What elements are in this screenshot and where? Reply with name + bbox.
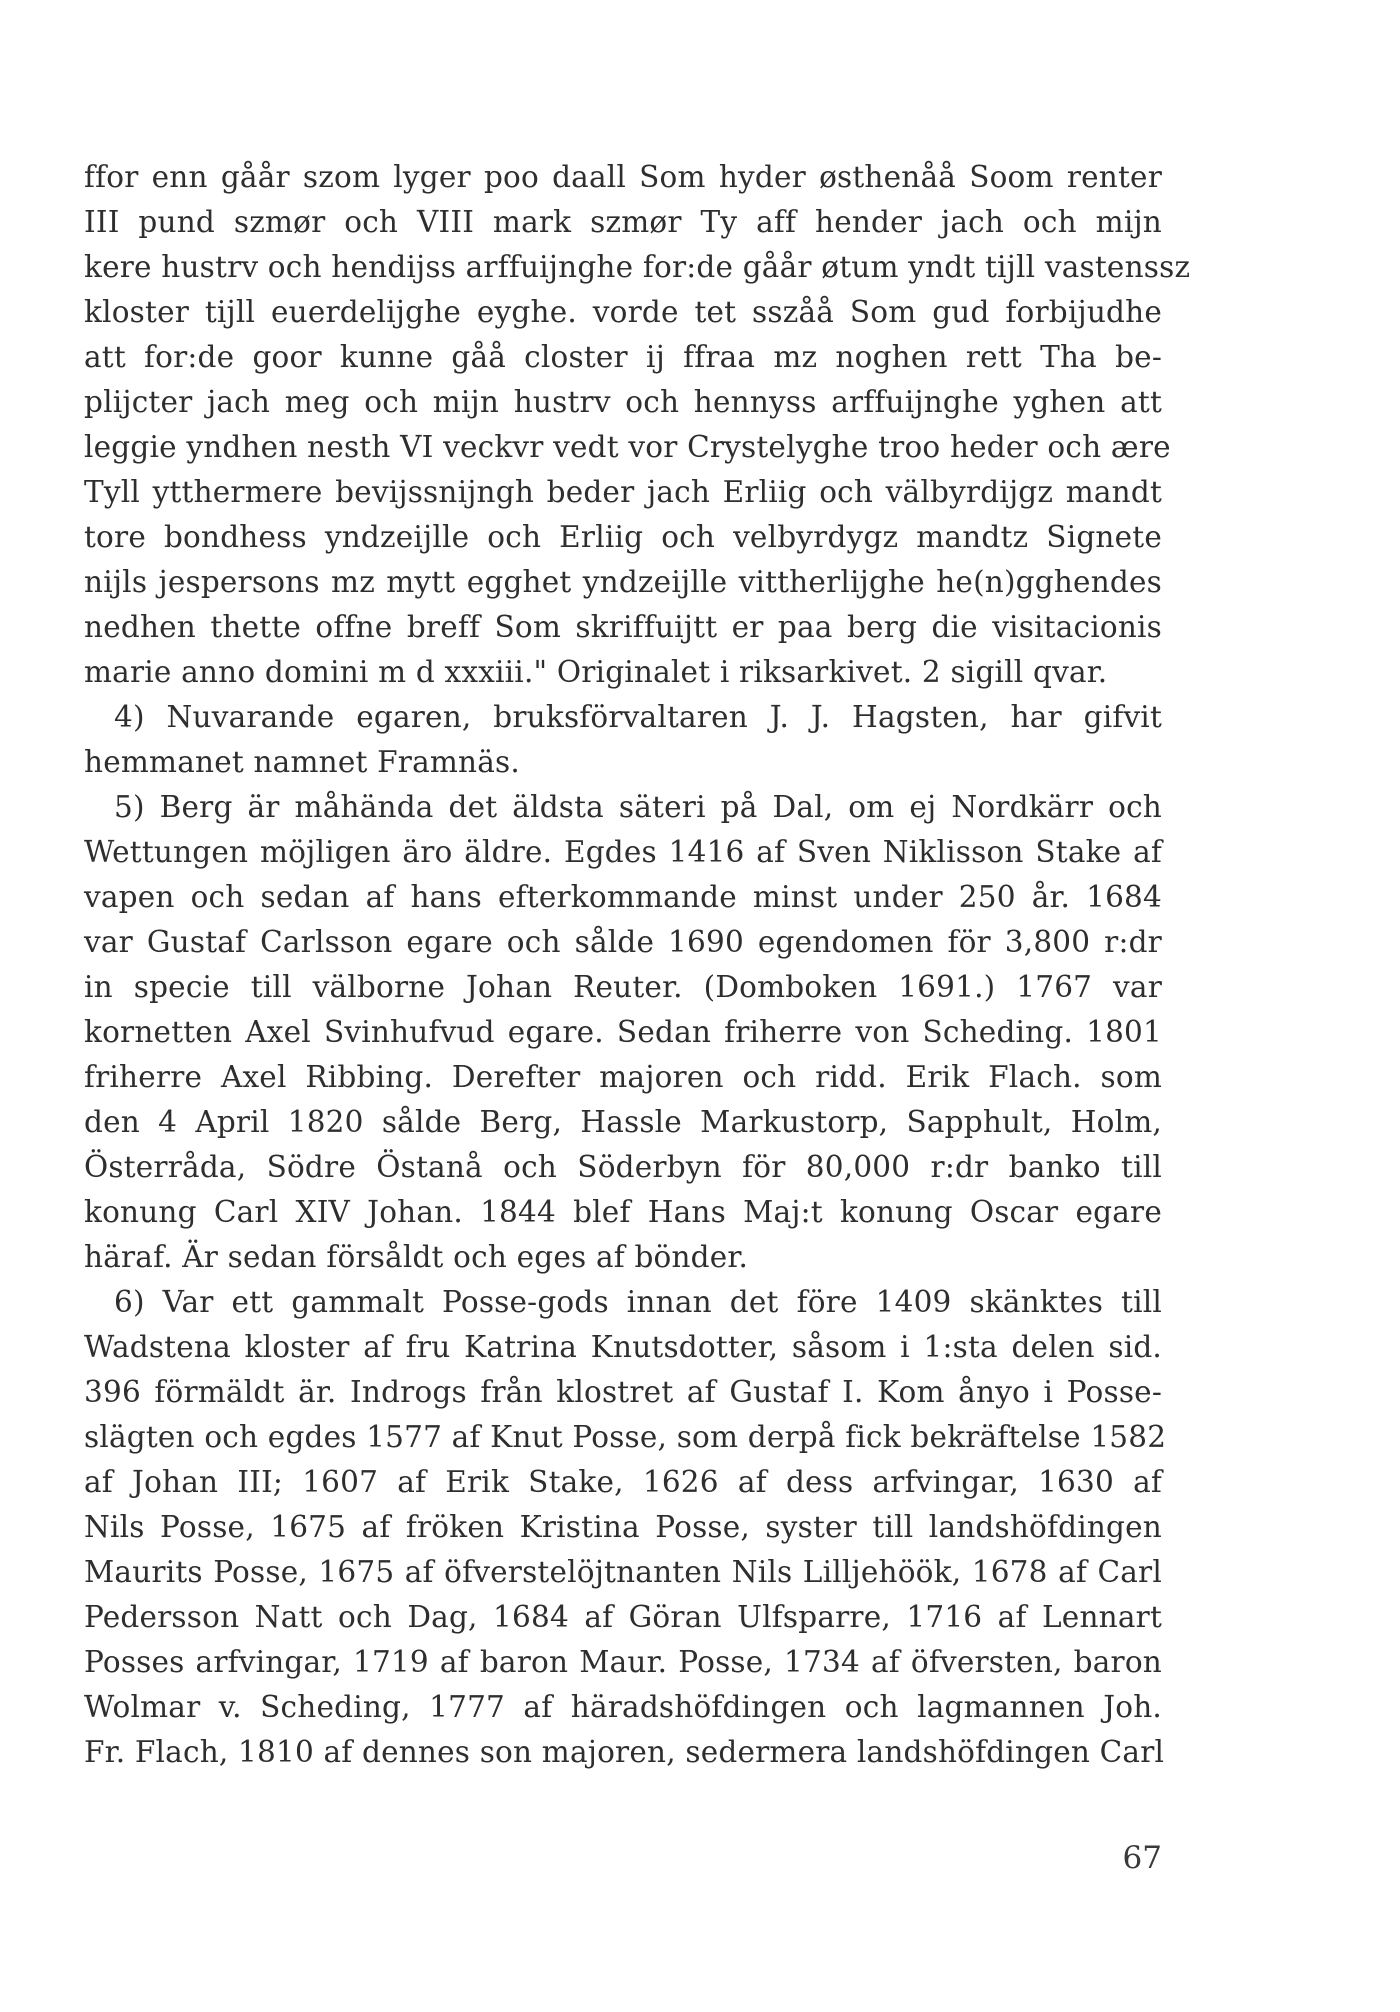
text-line: in specie till välborne Johan Reuter. (Domboken 1691.) 1767 var bbox=[84, 970, 1162, 1004]
body-text bbox=[84, 155, 1191, 1775]
text-line: Wettungen möjligen äro äldre. Egdes 1416 af Sven Niklisson Stake af bbox=[84, 835, 1162, 869]
text-line: hemmanet namnet Framnäs. bbox=[84, 745, 520, 779]
text-line: nijls jespersons mz mytt egghet yndzeijlle vittherlijghe he(n)gghendes bbox=[84, 565, 1162, 599]
text-line: Posses arfvingar, 1719 af baron Maur. Posse, 1734 af öfversten, baron bbox=[84, 1645, 1162, 1679]
text-line: Österråda, Södre Östanå och Söderbyn för 80,000 r:dr banko till bbox=[84, 1150, 1162, 1184]
text-line: den 4 April 1820 sålde Berg, Hassle Markustorp, Sapphult, Holm, bbox=[84, 1105, 1162, 1139]
text-line: Nils Posse, 1675 af fröken Kristina Posse, syster till landshöfdingen bbox=[84, 1510, 1162, 1544]
text-line: Tyll ytthermere bevijssnijngh beder jach Erliig och välbyrdijgz mandt bbox=[84, 475, 1162, 509]
text-line: var Gustaf Carlsson egare och sålde 1690 egendomen för 3,800 r:dr bbox=[84, 925, 1162, 959]
text-line: 4) Nuvarande egaren, bruksförvaltaren J. J. Hagsten, har gifvit bbox=[114, 700, 1162, 734]
text-line: af Johan III; 1607 af Erik Stake, 1626 af dess arfvingar, 1630 af bbox=[84, 1465, 1162, 1499]
text-line: 5) Berg är måhända det äldsta säteri på Dal, om ej Nordkärr och bbox=[114, 790, 1162, 824]
page-number: 67 bbox=[1122, 1840, 1162, 1876]
text-line: nedhen thette offne breff Som skriffuijtt er paa berg die visitacionis bbox=[84, 610, 1162, 644]
text-line: kere hustrv och hendijss arffuijnghe for:de gåår øtum yndt tijll vastenssz bbox=[84, 250, 1191, 284]
text-line: friherre Axel Ribbing. Derefter majoren och ridd. Erik Flach. som bbox=[84, 1060, 1162, 1094]
text-line: 396 förmäldt är. Indrogs från klostret af Gustaf I. Kom ånyo i Posse- bbox=[84, 1375, 1162, 1409]
text-line: konung Carl XIV Johan. 1844 blef Hans Maj:t konung Oscar egare bbox=[84, 1195, 1162, 1229]
text-line: plijcter jach meg och mijn hustrv och hennyss arffuijnghe yghen att bbox=[84, 385, 1162, 419]
text-line: tore bondhess yndzeijlle och Erliig och velbyrdygz mandtz Signete bbox=[84, 520, 1162, 554]
text-line: kloster tijll euerdelijghe eyghe. vorde tet sszåå Som gud forbijudhe bbox=[84, 295, 1162, 329]
text-line: slägten och egdes 1577 af Knut Posse, som derpå fick bekräftelse 1582 bbox=[84, 1420, 1167, 1454]
text-line: marie anno domini m d xxxiii." Originalet i riksarkivet. 2 sigill qvar. bbox=[84, 655, 1108, 689]
text-line: III pund szmør och VIII mark szmør Ty aff hender jach och mijn bbox=[84, 205, 1162, 239]
text-line: Maurits Posse, 1675 af öfverstelöjtnanten Nils Lilljehöök, 1678 af Carl bbox=[84, 1555, 1162, 1589]
text-line: Wolmar v. Scheding, 1777 af häradshöfdingen och lagmannen Joh. bbox=[84, 1690, 1162, 1724]
text-line: Wadstena kloster af fru Katrina Knutsdotter, såsom i 1:sta delen sid. bbox=[84, 1330, 1162, 1364]
text-line: Fr. Flach, 1810 af dennes son majoren, sedermera landshöfdingen Carl bbox=[84, 1735, 1165, 1769]
text-line: ffor enn gåår szom lyger poo daall Som hyder østhenåå Soom renter bbox=[84, 160, 1162, 194]
text-line: vapen och sedan af hans efterkommande minst under 250 år. 1684 bbox=[84, 880, 1162, 914]
text-line: häraf. Är sedan försåldt och eges af bönder. bbox=[84, 1240, 749, 1274]
text-line: 6) Var ett gammalt Posse-gods innan det före 1409 skänktes till bbox=[114, 1285, 1162, 1319]
text-line: att for:de goor kunne gåå closter ij ffraa mz noghen rett Tha be- bbox=[84, 340, 1162, 374]
text-line: Pedersson Natt och Dag, 1684 af Göran Ulfsparre, 1716 af Lennart bbox=[84, 1600, 1162, 1634]
text-line: kornetten Axel Svinhufvud egare. Sedan friherre von Scheding. 1801 bbox=[84, 1015, 1162, 1049]
text-line: leggie yndhen nesth VI veckvr vedt vor Crystelyghe troo heder och ære bbox=[84, 430, 1171, 464]
